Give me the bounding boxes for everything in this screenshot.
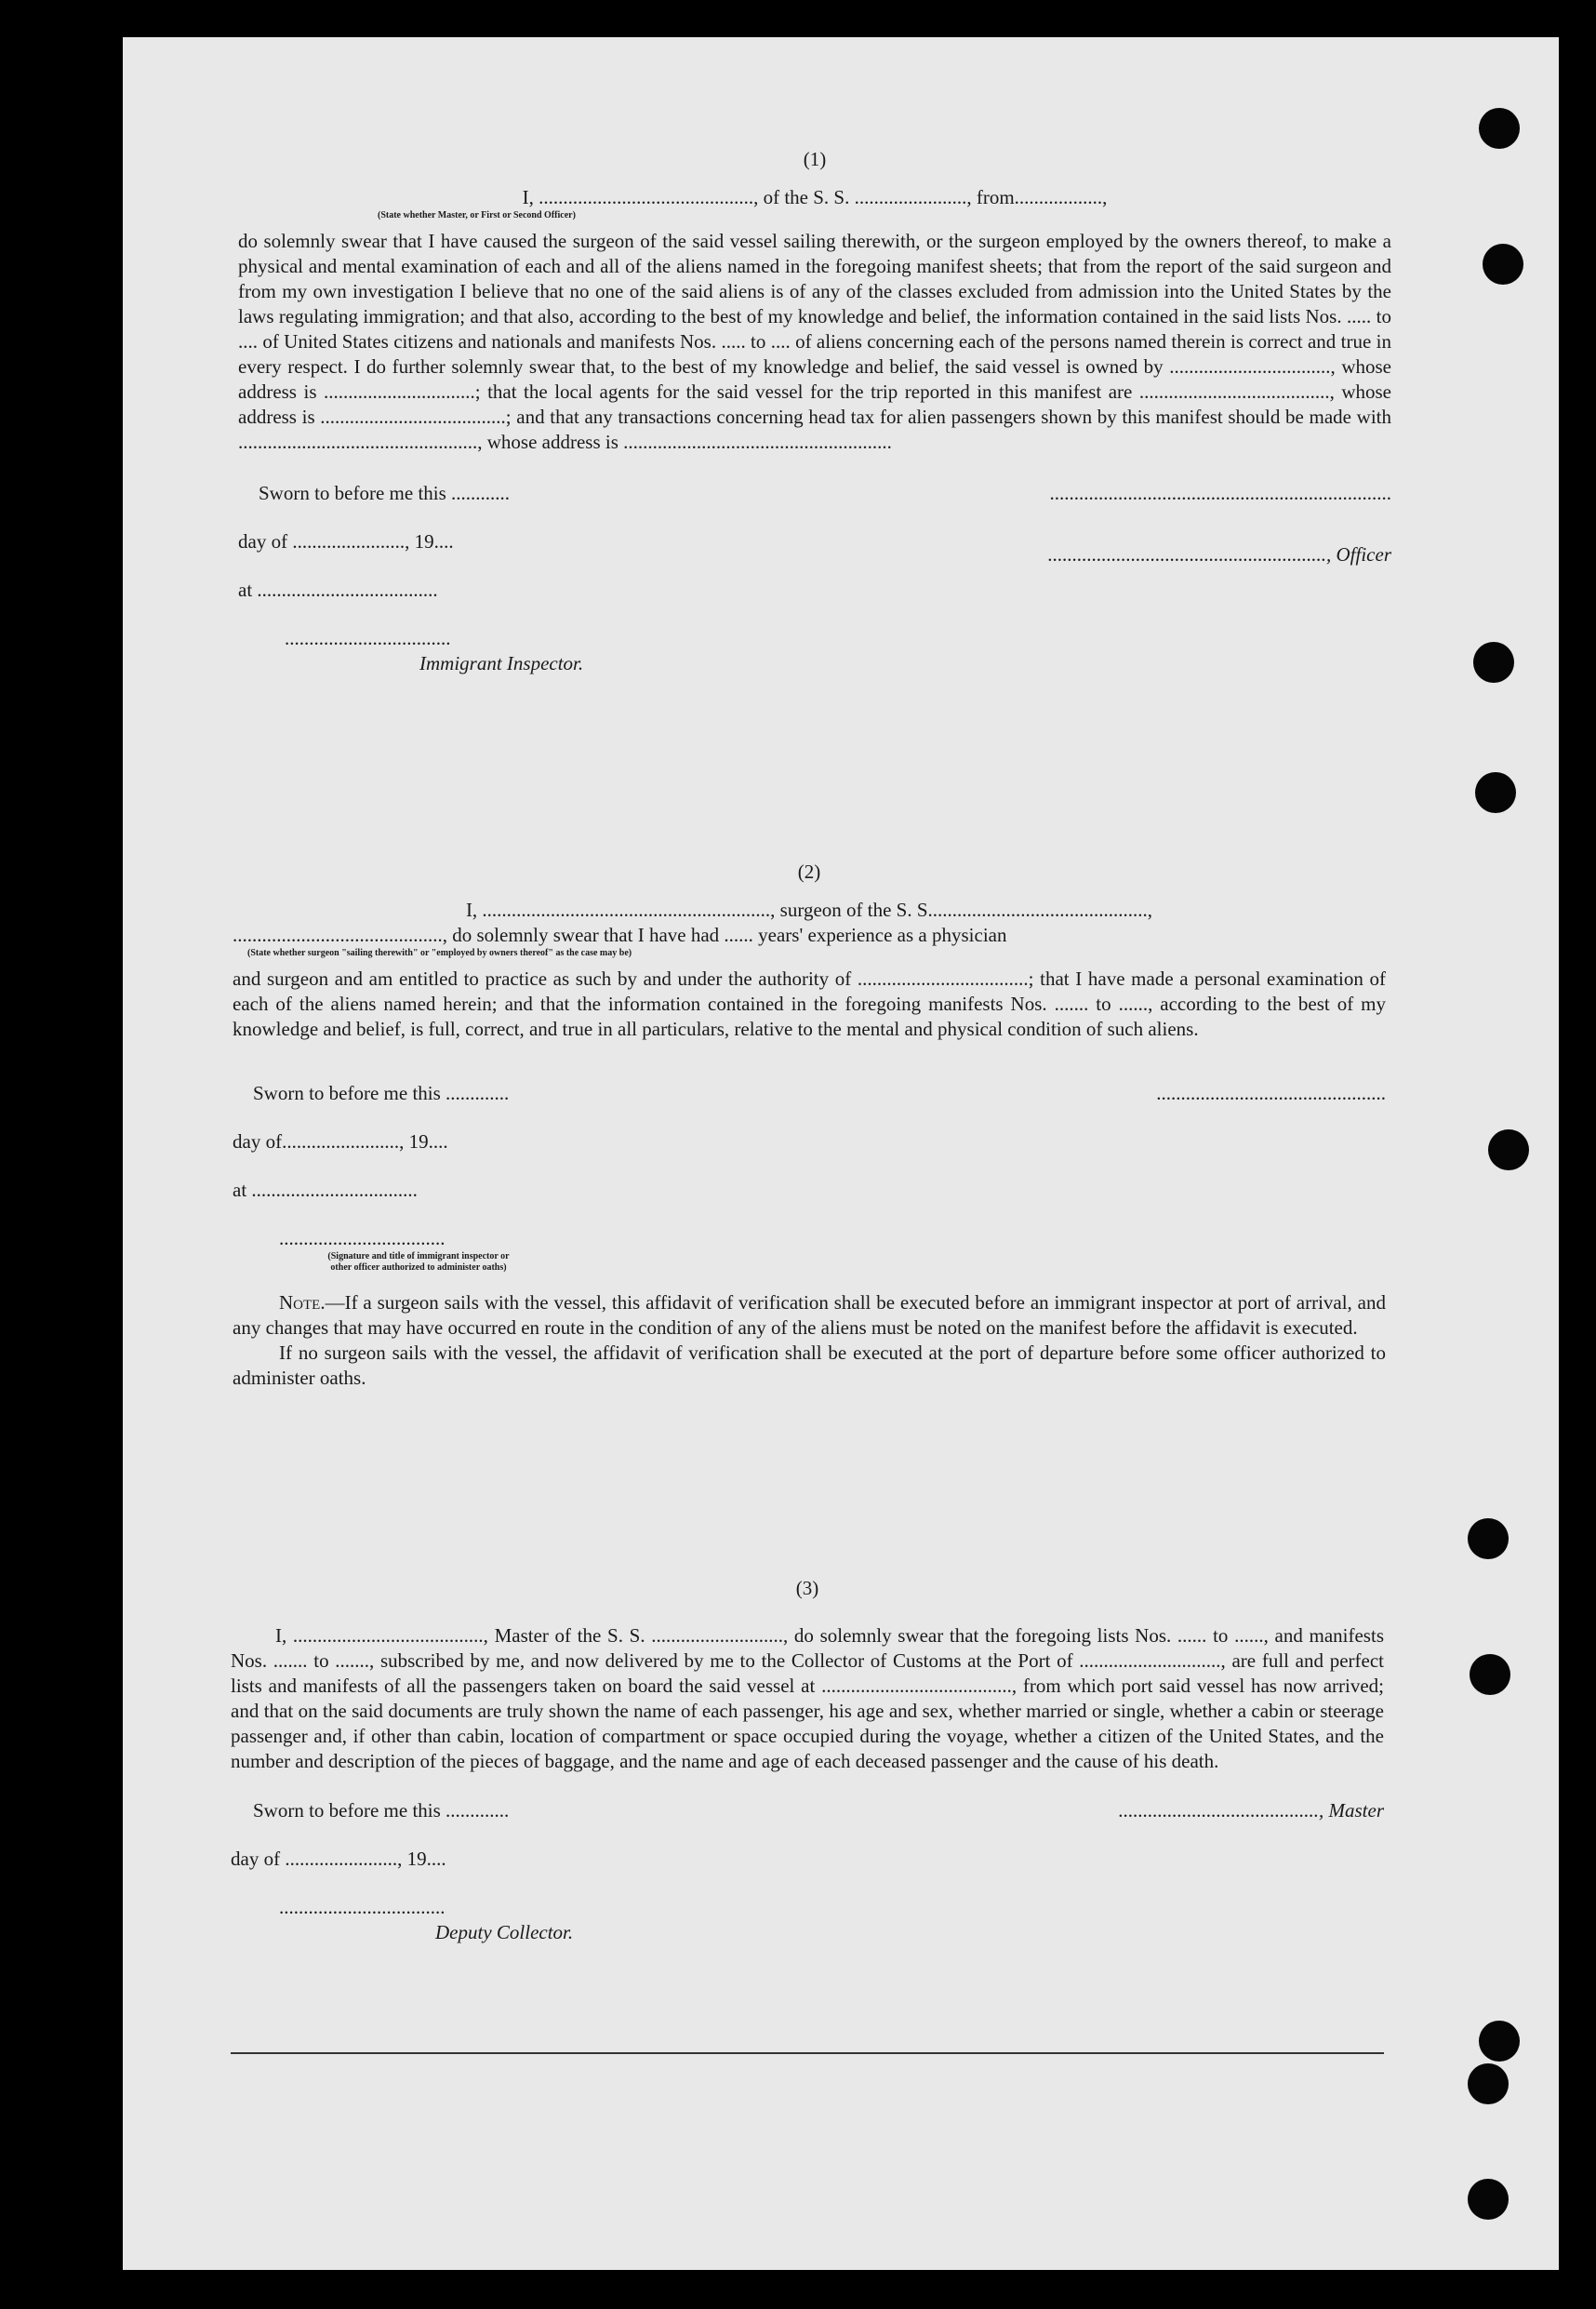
punch-hole: [1483, 244, 1523, 285]
punch-hole: [1468, 2179, 1509, 2220]
punch-hole: [1468, 1518, 1509, 1559]
day-text: day of........................, 19....: [233, 1130, 448, 1153]
second-line-note: (State whether surgeon "sailing therewith" or "employed by owners thereof" as the case may be): [247, 948, 632, 958]
oath-first-line: I, ..........................................................., surgeon of the S. S.............................................,: [465, 899, 1153, 921]
sworn-row: [233, 1081, 1386, 1129]
signature-note: other officer authorized to administer oaths): [330, 1262, 507, 1273]
day-text: day of ......................., 19....: [231, 1848, 446, 1870]
day-text: day of ......................., 19....: [238, 530, 454, 553]
signature-note: (Signature and title of immigrant inspector or: [327, 1251, 510, 1261]
bottom-rule: [231, 2052, 1384, 2054]
at-text: at ..................................: [233, 1179, 418, 1201]
day-row: [238, 529, 1391, 578]
signature-line: ......................................................................: [1049, 482, 1391, 504]
sworn-text: Sworn to before me this ............: [259, 482, 511, 504]
inspector-line: ..................................: [285, 627, 451, 649]
punch-hole: [1479, 2021, 1520, 2062]
sworn-text: Sworn to before me this .............: [253, 1082, 510, 1104]
note-paragraph-2: If no surgeon sails with the vessel, the affidavit of verification shall be executed at the port of departure before some officer authorized to administer oaths.: [233, 1341, 1386, 1389]
note-text: —If a surgeon sails with the vessel, this affidavit of verification shall be executed before an immigrant inspector at port of arrival, and any changes that may have occurred en route in the condition of any of the aliens must be noted on the manifest before the affidavit is executed.: [233, 1291, 1386, 1339]
at-text: at .....................................: [238, 579, 438, 601]
oath-paragraph: and surgeon and am entitled to practice as such by and under the authority of ...................................; that I have made a personal examination of each of the aliens named herein; and that the information contained in the foregoing manifests Nos. ....... to ......, according to the best of my knowledge and belief, is full, correct, and true in all particulars, relative to the mental and physical condition of such aliens.: [233, 968, 1386, 1040]
document-page: [123, 37, 1559, 2270]
collector-line: ..................................: [279, 1896, 446, 1918]
officer-signature: ........................................................., Officer: [1047, 543, 1391, 566]
punch-hole: [1475, 772, 1516, 813]
sworn-row: [231, 1798, 1384, 1847]
section-number: (2): [797, 861, 821, 883]
master-signature: ........................................., Master: [1118, 1799, 1384, 1822]
section-3: [231, 1576, 1384, 1945]
section-number: (1): [803, 148, 827, 170]
day-row: [231, 1847, 1384, 1895]
note-label: Note.: [279, 1291, 326, 1314]
punch-hole: [1470, 1654, 1510, 1695]
day-row: [233, 1129, 1386, 1178]
punch-hole: [1479, 108, 1520, 149]
sworn-text: Sworn to before me this .............: [253, 1799, 510, 1822]
at-row: [238, 578, 1391, 626]
signature-line: ...............................................: [1156, 1082, 1386, 1104]
oath-second-line: ..........................................., do solemnly swear that I have had ...... years' experience as a physician: [233, 924, 1007, 946]
first-line-note: (State whether Master, or First or Second Officer): [378, 210, 576, 220]
signature-dots: ..................................: [279, 1227, 446, 1249]
inspector-title: Immigrant Inspector.: [419, 652, 584, 674]
section-number: (3): [795, 1577, 819, 1599]
oath-paragraph: do solemnly swear that I have caused the surgeon of the said vessel sailing therewith, or the surgeon employed by the owners thereof, to make a physical and mental examination of each and all of the aliens named in the foregoing manifest sheets; that from the report of the said surgeon and from my own investigation I believe that no one of the said aliens is of any of the classes excluded from admission into the United States by the laws regulating immigration; and that also, according to the best of my knowledge and belief, the information contained in the said lists Nos. ..... to .... of United States citizens and nationals and manifests Nos. ..... to .... of aliens concerning each of the persons named therein is correct and true in every respect. I do further solemnly swear that, to the best of my knowledge and belief, the said vessel is owned by ................................., whose address is ...............................; that the local agents for the said vessel for the trip reported in this manifest are ......................................., whose address is ......................................; and that any transactions concerning head tax for alien passengers shown by this manifest should be made with ................................................., whose address is .......................................................: [238, 230, 1391, 453]
punch-hole: [1488, 1129, 1529, 1170]
section-1: [238, 147, 1391, 676]
oath-paragraph: I, ......................................., Master of the S. S. ..........................., do solemnly swear that the foregoing lists Nos. ...... to ......, and manifests Nos. ....... to ......., subscribed by me, and now delivered by me to the Collector of Customs at the Port of ............................., are full and perfect lists and manifests of all the passengers taken on board the said vessel at ......................................., from which port said vessel has now arrived; and that on the said documents are truly shown the name of each passenger, his age and sex, whether married or single, whether a cabin or steerage passenger and, if other than cabin, location of compartment or space occupied during the voyage, whether a citizen of the United States, and the number and description of the pieces of baggage, and the name and age of each deceased passenger and the cause of his death.: [231, 1624, 1384, 1772]
punch-hole: [1473, 642, 1514, 683]
collector-title: Deputy Collector.: [435, 1921, 574, 1943]
punch-hole: [1468, 2063, 1509, 2104]
note-paragraph: [233, 1290, 1386, 1341]
at-row: [233, 1178, 1386, 1226]
section-2: [233, 860, 1386, 1391]
oath-first-line: I, ............................................, of the S. S. ......................., from..................,: [522, 186, 1108, 208]
sworn-row: [238, 481, 1391, 529]
